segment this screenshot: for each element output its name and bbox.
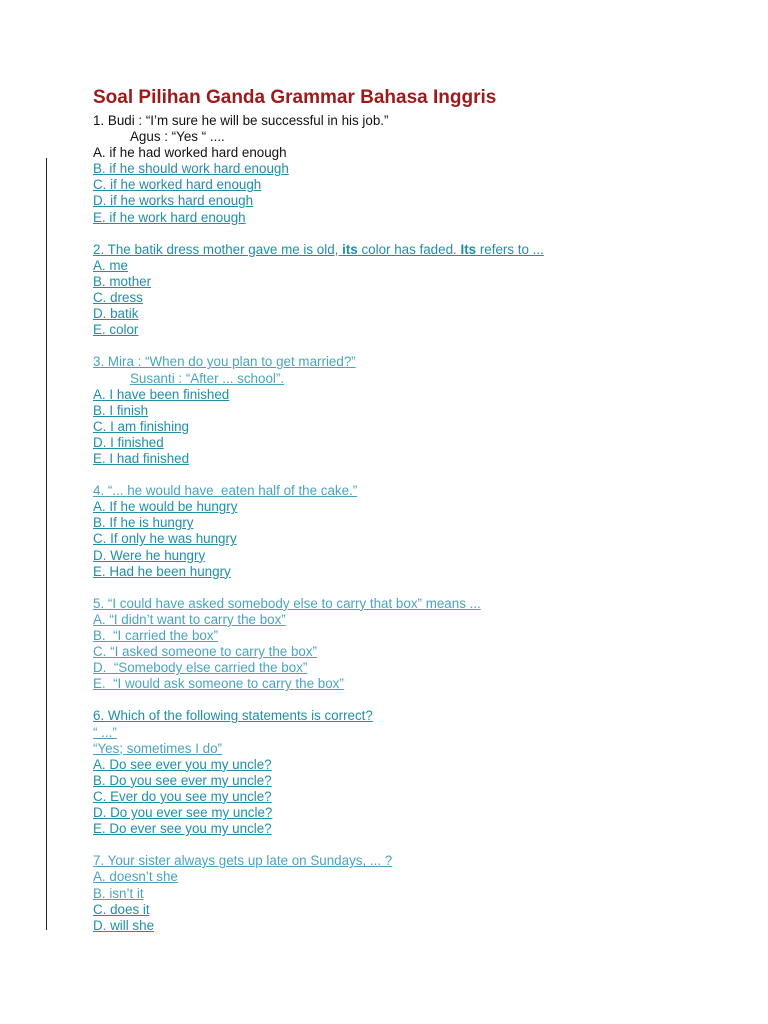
q2-option-b[interactable]: B. mother bbox=[93, 273, 152, 289]
question-3-line-2[interactable]: Susanti : “After ... school”. bbox=[130, 370, 285, 386]
q5-option-a[interactable]: A. “I didn’t want to carry the box” bbox=[93, 611, 286, 627]
spacer bbox=[93, 226, 733, 242]
q1-option-b[interactable]: B. if he should work hard enough bbox=[93, 161, 289, 177]
document-body bbox=[93, 86, 733, 934]
q7-option-c[interactable]: C. does it bbox=[93, 901, 150, 917]
q4-option-a[interactable]: A. If he would be hungry bbox=[93, 499, 238, 515]
question-6-line-3[interactable]: “Yes; sometimes I do” bbox=[93, 740, 222, 756]
q5-option-c[interactable]: C. “I asked someone to carry the box” bbox=[93, 644, 318, 660]
q4-option-d[interactable]: D. Were he hungry bbox=[93, 547, 206, 563]
question-6-line-2[interactable]: “ ...” bbox=[93, 724, 117, 740]
q4-option-e[interactable]: E. Had he been hungry bbox=[93, 563, 231, 579]
q7-option-a[interactable]: A. doesn’t she bbox=[93, 869, 178, 885]
q5-option-b[interactable]: B. “I carried the box” bbox=[93, 628, 219, 643]
q6-option-b[interactable]: B. Do you see ever my uncle? bbox=[93, 772, 272, 788]
q4-option-b[interactable]: B. If he is hungry bbox=[93, 515, 194, 531]
q6-option-d[interactable]: D. Do you ever see my uncle? bbox=[93, 805, 273, 821]
q3-option-e[interactable]: E. I had finished bbox=[93, 450, 190, 466]
question-4 bbox=[93, 483, 733, 580]
q6-option-e[interactable]: E. Do ever see you my uncle? bbox=[93, 821, 272, 837]
q3-option-b[interactable]: B. I finish bbox=[93, 402, 149, 418]
spacer bbox=[93, 692, 733, 708]
spacer bbox=[93, 467, 733, 483]
q3-option-d[interactable]: D. I finished bbox=[93, 434, 164, 450]
spacer bbox=[93, 338, 733, 354]
q3-option-c[interactable]: C. I am finishing bbox=[93, 418, 190, 434]
q2-option-d[interactable]: D. batik bbox=[93, 306, 139, 322]
question-1 bbox=[93, 113, 733, 226]
q5-option-d[interactable]: D. “Somebody else carried the box” bbox=[93, 660, 308, 676]
question-7-text[interactable]: 7. Your sister always gets up late on Sundays, ... ? bbox=[93, 853, 393, 869]
q2-text-part-3: refers to ... bbox=[476, 241, 544, 257]
q3-option-a[interactable]: A. I have been finished bbox=[93, 386, 230, 402]
q1-option-e[interactable]: E. if he work hard enough bbox=[93, 209, 246, 225]
q2-bold-its-2: Its bbox=[460, 241, 477, 257]
q5-option-e[interactable]: E. “I would ask someone to carry the box” bbox=[93, 676, 344, 692]
question-6-text[interactable]: 6. Which of the following statements is correct? bbox=[93, 708, 373, 724]
question-6 bbox=[93, 708, 733, 837]
q2-option-c[interactable]: C. dress bbox=[93, 290, 143, 306]
q1-option-a: A. if he had worked hard enough bbox=[93, 145, 287, 161]
q7-option-d[interactable]: D. will she bbox=[93, 917, 155, 933]
q2-option-e[interactable]: E. color bbox=[93, 322, 139, 338]
question-7 bbox=[93, 853, 733, 933]
q2-option-a[interactable]: A. me bbox=[93, 257, 128, 273]
question-1-line-2: Agus : “Yes “ .... bbox=[130, 129, 225, 145]
q2-bold-its-1: its bbox=[342, 241, 358, 257]
question-2-text[interactable] bbox=[93, 242, 733, 258]
question-4-text[interactable]: 4. “... he would have eaten half of the cake.” bbox=[93, 483, 358, 499]
question-5 bbox=[93, 596, 733, 693]
question-1-line-1: 1. Budi : “I’m sure he will be successful in his job.” bbox=[93, 113, 389, 128]
q2-text-part-1: 2. The batik dress mother gave me is old, bbox=[93, 241, 343, 257]
question-3 bbox=[93, 354, 733, 467]
spacer bbox=[93, 580, 733, 596]
q6-option-a[interactable]: A. Do see ever you my uncle? bbox=[93, 756, 272, 772]
q4-option-c[interactable]: C. If only he was hungry bbox=[93, 531, 237, 547]
spacer bbox=[93, 837, 733, 853]
question-2 bbox=[93, 242, 733, 339]
q1-option-c[interactable]: C. if he worked hard enough bbox=[93, 177, 262, 193]
q7-option-b[interactable]: B. isn’t it bbox=[93, 885, 144, 901]
margin-change-bar bbox=[46, 158, 47, 930]
q6-option-c[interactable]: C. Ever do you see my uncle? bbox=[93, 788, 272, 804]
q2-text-part-2: color has faded. bbox=[357, 241, 461, 257]
q1-option-d[interactable]: D. if he works hard enough bbox=[93, 193, 254, 209]
question-5-text[interactable]: 5. “I could have asked somebody else to carry that box” means ... bbox=[93, 595, 481, 611]
question-3-line-1[interactable]: 3. Mira : “When do you plan to get married?” bbox=[93, 354, 356, 370]
document-title: Soal Pilihan Ganda Grammar Bahasa Inggris bbox=[93, 87, 497, 108]
